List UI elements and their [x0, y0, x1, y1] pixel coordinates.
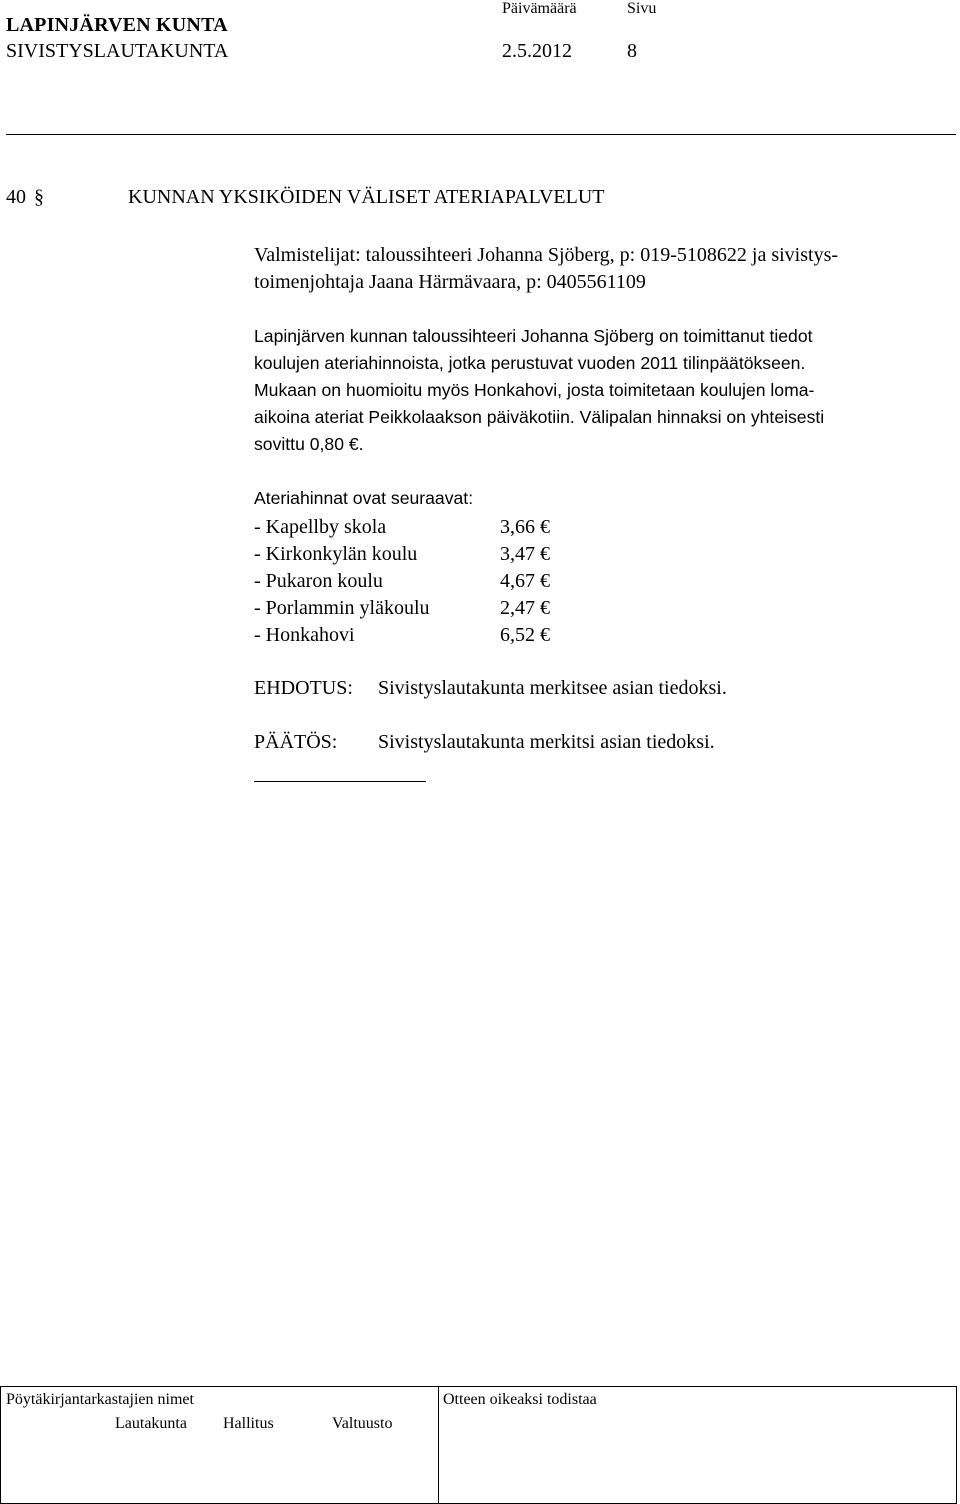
page-number: 8 — [627, 40, 637, 62]
price-item-value: 6,52 € — [500, 624, 550, 646]
section-number: 40 — [6, 186, 26, 208]
footer-divider — [438, 1387, 439, 1503]
price-item-name: - Pukaron koulu — [254, 570, 383, 592]
preparers-line: toimenjohtaja Jaana Härmävaara, p: 0405561109 — [254, 271, 646, 293]
price-item-value: 2,47 € — [500, 597, 550, 619]
price-row — [254, 595, 574, 622]
decision-text: Sivistyslautakunta merkitsi asian tiedoksi. — [378, 731, 715, 753]
date-label: Päivämäärä — [502, 0, 577, 17]
preparers — [254, 242, 944, 296]
end-line — [254, 781, 426, 782]
page-label: Sivu — [627, 0, 657, 17]
organization-name: LAPINJÄRVEN KUNTA — [6, 14, 228, 36]
price-row — [254, 541, 574, 568]
footer-box — [0, 1386, 957, 1504]
body-line: aikoina ateriat Peikkolaakson päiväkotiin. Välipalan hinnaksi on yhteisesti — [254, 407, 825, 427]
body-paragraph — [254, 323, 944, 458]
section-title: KUNNAN YKSIKÖIDEN VÄLISET ATERIAPALVELUT — [128, 186, 605, 208]
price-item-value: 3,66 € — [500, 516, 550, 538]
body-line: koulujen ateriahinnoista, jotka perustuvat vuoden 2011 tilinpäätökseen. — [254, 353, 806, 373]
price-item-name: - Kirkonkylän koulu — [254, 543, 418, 565]
checkers-label: Pöytäkirjantarkastajien nimet — [6, 1391, 194, 1408]
certify-label: Otteen oikeaksi todistaa — [443, 1391, 597, 1408]
section-mark: § — [34, 186, 44, 208]
footer-body-lautakunta: Lautakunta — [115, 1415, 187, 1432]
price-item-value: 4,67 € — [500, 570, 550, 592]
prices-intro: Ateriahinnat ovat seuraavat: — [254, 488, 474, 508]
preparers-line: Valmistelijat: taloussihteeri Johanna Sjöberg, p: 019-5108622 ja sivistys- — [254, 244, 839, 266]
proposal-text: Sivistyslautakunta merkitsee asian tiedoksi. — [378, 677, 727, 699]
department-name: SIVISTYSLAUTAKUNTA — [6, 40, 229, 62]
price-item-value: 3,47 € — [500, 543, 550, 565]
body-line: Lapinjärven kunnan taloussihteeri Johanna Sjöberg on toimittanut tiedot — [254, 326, 813, 346]
body-line: Mukaan on huomioitu myös Honkahovi, josta toimitetaan koulujen loma- — [254, 380, 815, 400]
price-item-name: - Kapellby skola — [254, 516, 387, 538]
prices-intro-wrap — [254, 485, 944, 512]
price-list — [254, 514, 574, 649]
document-date: 2.5.2012 — [502, 40, 572, 62]
header-divider — [6, 134, 956, 135]
body-line: sovittu 0,80 €. — [254, 434, 364, 454]
price-item-name: - Porlammin yläkoulu — [254, 597, 430, 619]
price-row — [254, 514, 574, 541]
decision-label: PÄÄTÖS: — [254, 731, 338, 753]
price-row — [254, 568, 574, 595]
price-item-name: - Honkahovi — [254, 624, 355, 646]
proposal-label: EHDOTUS: — [254, 677, 353, 699]
footer-body-hallitus: Hallitus — [223, 1415, 274, 1432]
footer-body-valtuusto: Valtuusto — [332, 1415, 393, 1432]
price-row — [254, 622, 574, 649]
